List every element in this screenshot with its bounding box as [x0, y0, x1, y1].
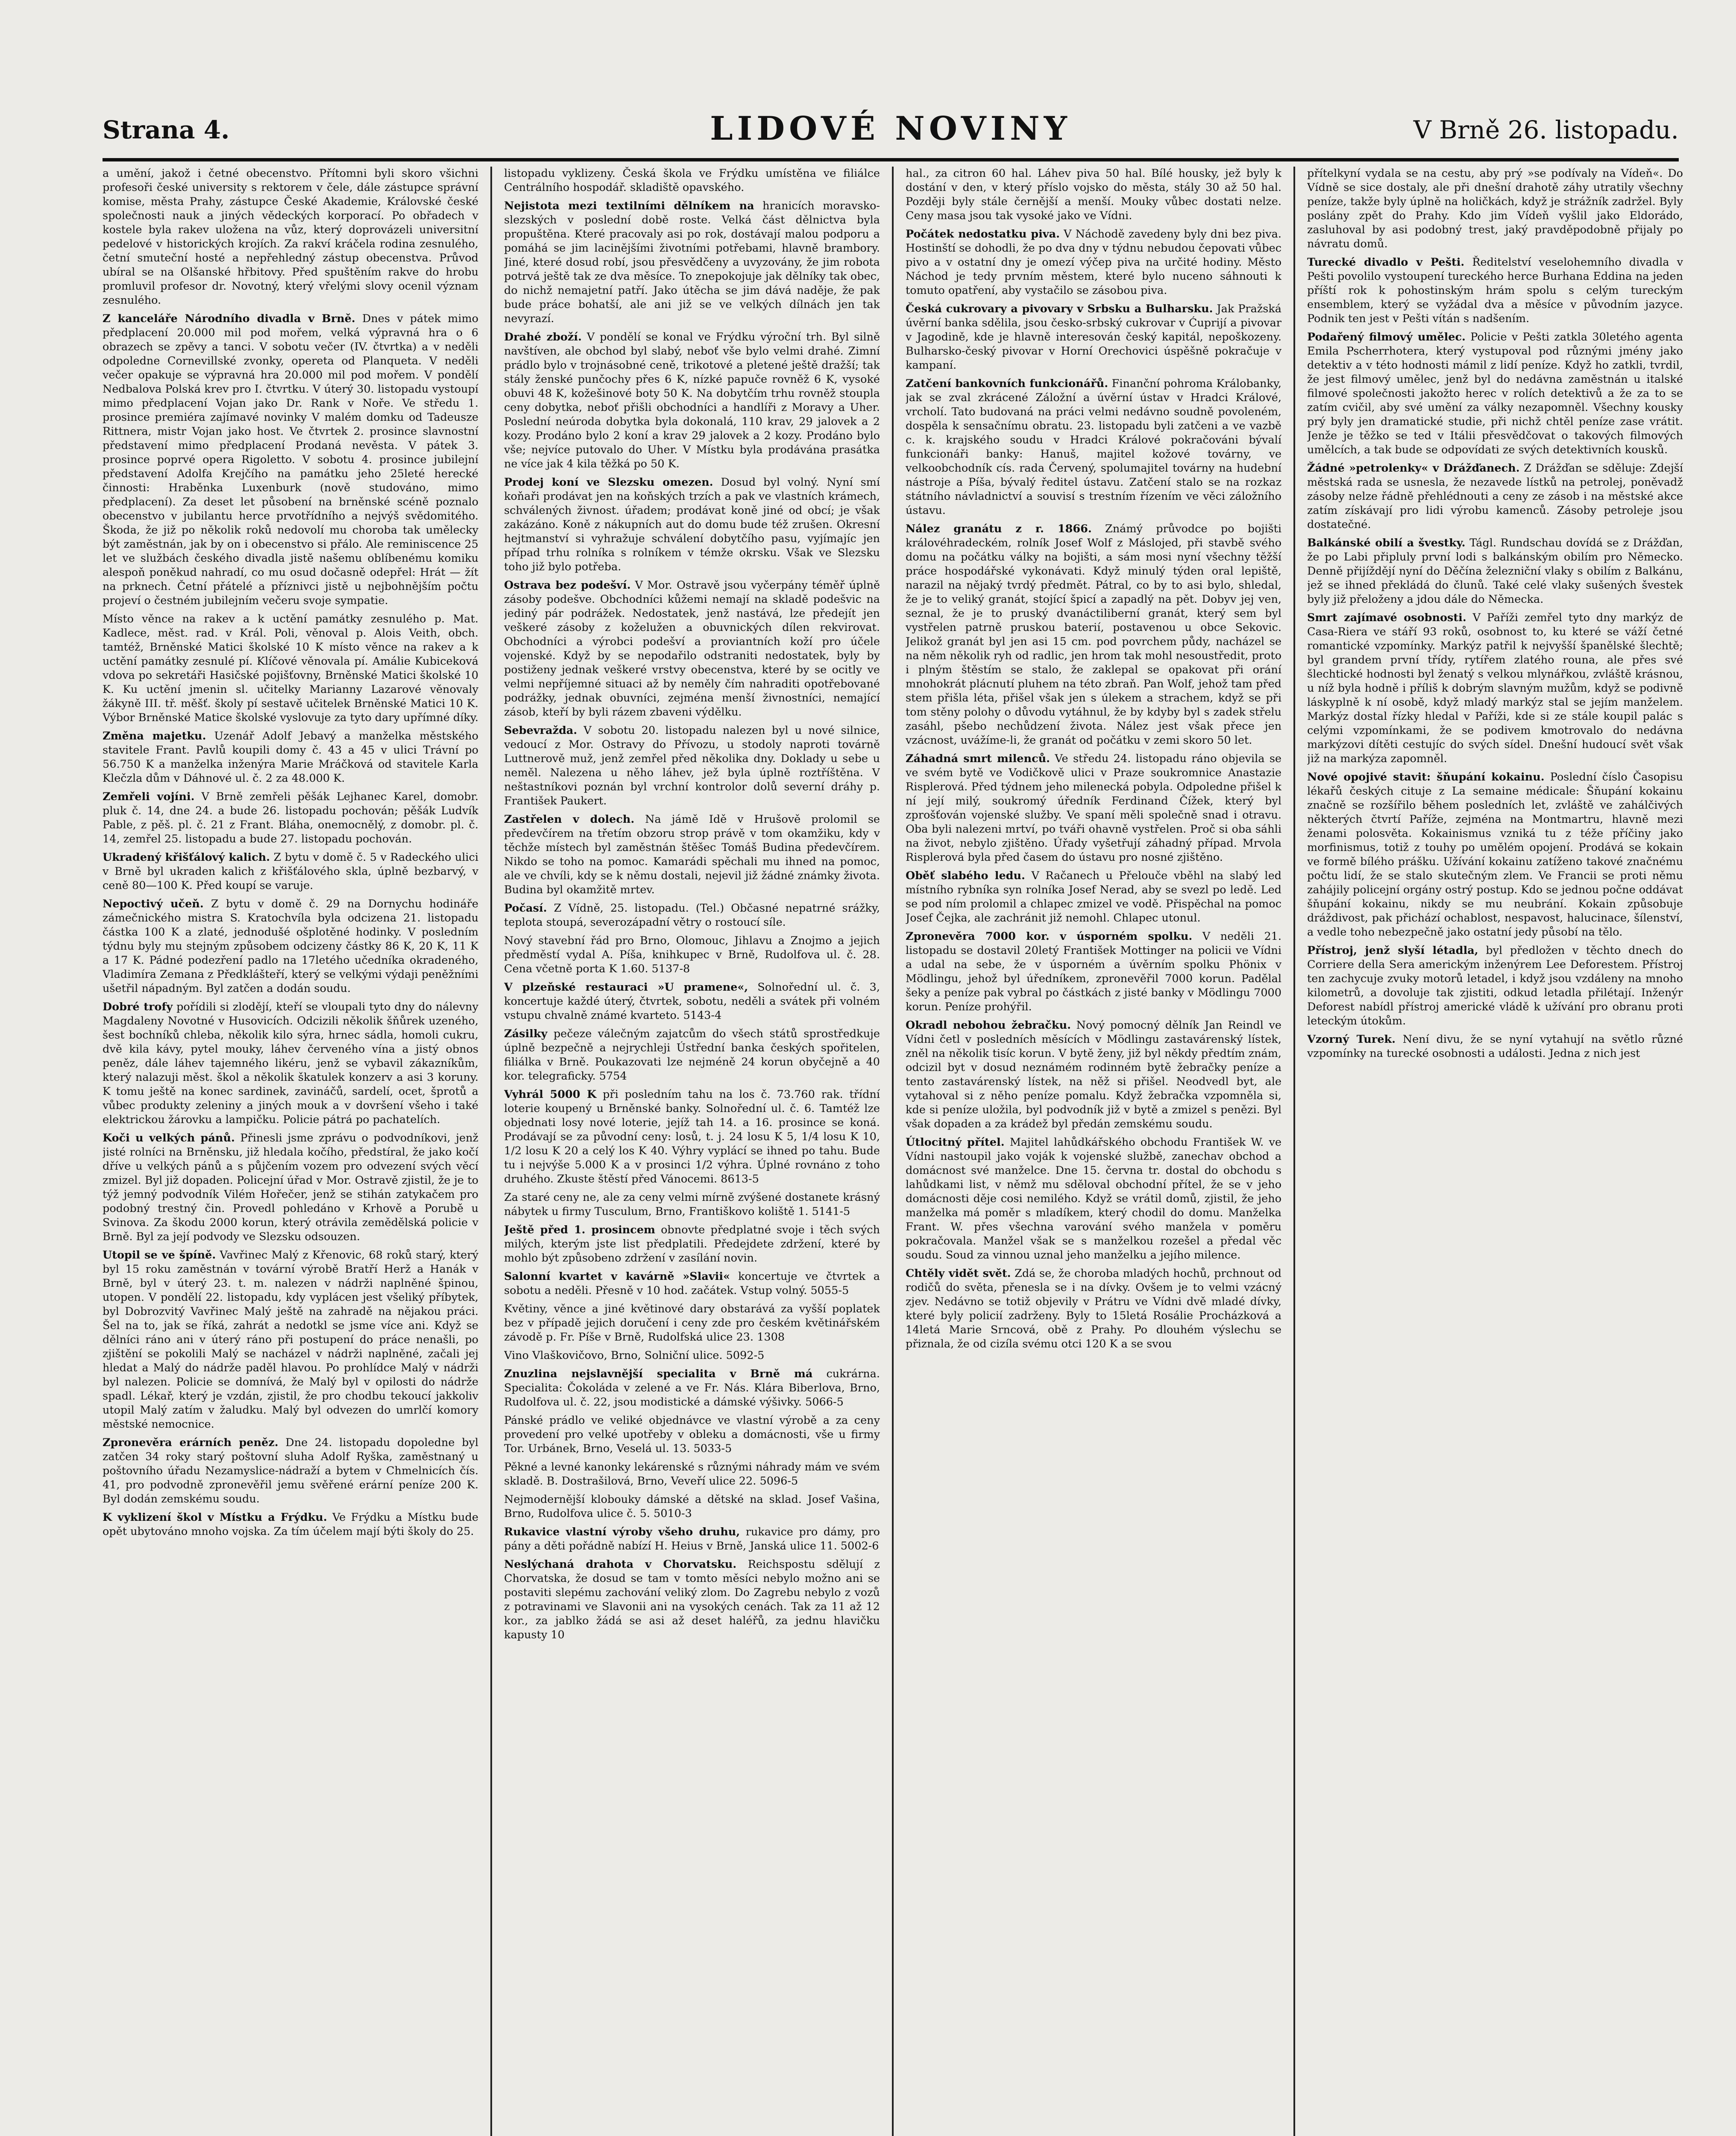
- news-item-body: koncertuje ve čtvrtek a sobotu a neděli. Přesně v 10 hod. začátek. Vstup volný. 5055-5: [504, 1270, 880, 1297]
- news-item-body: Uzenář Adolf Jebavý a manželka městského stavitele Frant. Pavlů koupili domy č. 43 a 45 v ulici Trávní po 56.750 K a manželka inženýra Marie Mráčková od stavitele Karla Klečzla dům v Dáhnové ul. č. 2 za 48.000 K.: [103, 730, 478, 785]
- news-item: [103, 851, 478, 893]
- news-item: [504, 1027, 880, 1083]
- news-item-headline: Znuzlina nejslavnější specialita v Brně má: [504, 1367, 813, 1380]
- news-item-headline: Dobré trofy: [103, 1001, 173, 1013]
- news-item: [504, 813, 880, 897]
- news-item-headline: Žádné »petrolenky« v Drážďanech.: [1307, 462, 1520, 475]
- news-item-headline: Změna majetku.: [103, 730, 206, 742]
- news-item-headline: Počátek nedostatku piva.: [906, 228, 1060, 241]
- news-item: [906, 1018, 1281, 1131]
- news-item: [504, 980, 880, 1023]
- news-item-body: byl předložen v těchto dnech do Corriere della Sera americkým inženýrem Lee Deforestem. Přístroj ten zachycuje zvuky motorů letadel, i když jsou vzdáleny na mnoho kilometrů, a dovoluje tak zjistiti, odkud letadla přilétají. Inženýr Deforest nabídl přístroj americké vládě k užívání pro obranu proti leteckým útokům.: [1307, 944, 1683, 1027]
- news-item-body: Místo věnce na rakev a k uctění památky zesnulého p. Mat. Kadlece, měst. rad. v Král. Poli, věnoval p. Alois Veith, obch. tamtéž, Brněnské Matici školské 10 K místo věnce na rakev a k uctění památky zesnulé pí. Klíčové věnovala pí. Amálie Kubiceková vdova po sekretáři Hasičské pojišťovny, Brněnské Matici školské 10 K. Ku uctění jmenin sl. učitelky Marianny Lazarové věnovaly žákyně III. tř. měšť. školy pí sestavě učitelek Brněnské Matici 10 K. Výbor Brněnské Matice školské vyslovuje za tyto dary upřímné díky.: [103, 613, 478, 724]
- news-item-body: Jak Pražská úvěrní banka sdělila, jsou česko-srbský cukrovar v Ćuprijí a pivovar v Jagodině, kde je hlavně interesován český kapitál, nepoškozeny. Bulharsko-český pivovar v Horní Orechovici úspěšně pokračuje v kampaní.: [906, 302, 1281, 372]
- news-item-body: při posledním tahu na los č. 73.760 rak. třídní loterie koupený u Brněnské banky. Solnořední ul. č. 6. Tamtéž lze objednati losy nové loterie, jejíž tah 14. a 16. prosince se koná. Prodávají se za původní ceny: losů, t. j. 24 losu K 5, 1/4 losu K 10, 1/2 losu K 20 a celý los K 40. Výhry vyplácí se ihned po tahu. Bude tu i nejvýše 5.000 K a v prosinci 1/2 výhra. Úplné rovnáno z toho druhého. Zkuste štěstí před Vánocemi. 8613-5: [504, 1088, 880, 1185]
- news-item: [504, 1223, 880, 1265]
- news-item: [504, 1349, 880, 1363]
- news-item: [906, 302, 1281, 373]
- news-item-body: hranicích moravsko-slezských v poslední době roste. Velká část dělnictva byla propuštěna. Které pracovaly asi po rok, dostávají malou podporu a pomáhá se jim lacinějšími životními potřebami, hlavně brambory. Jiné, které dosud robí, jsou přesvědčeny a uvyzovány, že jim robota potrvá ještě tak ze dva měsíce. To znepokojuje jak dělníky tak obec, do nichž nemajetní patří. Jako útěcha se jim dává naděje, že pak bude práce bohatší, ale ani již se ve velkých dílnách jen tak nevyrazí.: [504, 200, 880, 325]
- news-item: [103, 1248, 478, 1432]
- news-item-headline: Neslýchaná drahota v Chorvatsku.: [504, 1558, 737, 1571]
- column-2: [504, 167, 880, 2136]
- news-item-body: Vavřinec Malý z Křenovic, 68 roků starý, který byl 15 roku zaměstnán v tovární výrobě Bratří Herž a Hanák v Brně, byl v úterý 23. t. m. nalezen v nádrži naplněné špinou, utopen. V pondělí 22. listopadu, kdy vyplácen jest všeliký příbytek, byl Dobrozvitý Vavřinec Malý ještě na zahradě na nějakou práci. Šel na to, jak se říká, zahrát a nedotkl se jsme více ani. Když se dělníci ráno ani v úterý ráno při postupení do práce nenašli, po zjištění se pokolili Malý se nacházel v nádrži naplněné, začali jej hledat a Malý do nádrže paděl hlavou. Po prohlídce Malý v nádrži byl nalezen. Policie se domnívá, že Malý byl v opilosti do nádrže spadl. Lékař, který je vzdán, zjistil, že pro chodbu tekoucí jakkoliv utopil Malý zatím v žaludku. Malý byl odvezen do umrlčí komory městské nemocnice.: [103, 1249, 478, 1431]
- column-3: [906, 167, 1281, 2136]
- news-item-body: Není divu, že se nyní vytahují na světlo různé vzpomínky na turecké osobnosti a události. Jedna z nich jest: [1307, 1033, 1683, 1060]
- news-item: [504, 1270, 880, 1298]
- news-item-headline: K vyklizení škol v Místku a Frýdku.: [103, 1511, 327, 1524]
- column-divider: [490, 167, 492, 2136]
- news-item-body: V pondělí se konal ve Frýdku výroční trh. Byl silně navštíven, ale obchod byl slabý, neboť vše bylo velmi drahé. Zimní prádlo bylo v trojnásobné ceně, trikotové a pletené ještě dražší; tak stály ženské punčochy přes 6 K, nízké papuče rovněž 6 K, vysoké obuvi 48 K, kožešinové boty 50 K. Na dobytčím trhu rovněž stoupla ceny dobytka, neboť přišli obchodníci a handlíři z Moravy a Uher. Poslední neúroda dobytka byla dokonalá, 110 krav, 29 jalovek a 2 kozy. Prodáno bylo 2 koní a krav 29 jalovek a 2 kozy. Prodáno bylo vše; nejvíce putovalo do Uher. V Místku byla prodávána prasátka ne více jak 4 kila těžká po 50 K.: [504, 331, 880, 470]
- news-item-headline: Vyhrál 5000 K: [504, 1088, 597, 1101]
- news-item-headline: Prodej koní ve Slezsku omezen.: [504, 476, 713, 489]
- news-item-headline: Drahé zboží.: [504, 331, 582, 343]
- news-item-body: Dosud byl volný. Nyní smí koňaři prodávat jen na koňských trzích a pak ve vlastních krámech, schválených živnost. úřadem; prodávat koně jiné od obcí; je však zakázáno. Koně z nákupních aut do domu bude též zrušen. Okresní hejtmanství si vyhražuje schválení dobytčího pasu, vyjímajíc jen případ trhu rolníka s rolníkem v témže okrsku. Však ve Slezsku toho již bylo potřeba.: [504, 476, 880, 573]
- news-item: [103, 1436, 478, 1506]
- news-item-body: Za staré ceny ne, ale za ceny velmi mírně zvýšené dostanete krásný nábytek u firmy Tusculum, Brno, Františkovo koliště 1. 5141-5: [504, 1191, 880, 1218]
- column-divider: [1293, 167, 1295, 2136]
- news-item-body: rukavice pro dámy, pro pány a děti pořádně nabízí H. Heius v Brně, Janská ulice 11. 5002-6: [504, 1526, 880, 1552]
- news-item-headline: Útlocitný přítel.: [906, 1136, 1005, 1149]
- news-item-body: Policie v Pešti zatkla 30letého agenta Emila Pscherrhotera, který vystupoval pod různými jmény jako detektiv a v této hodnosti mámil z lidí peníze. Když ho zatkli, tvrdil, že jest filmový umělec, jenž byl do nedávna zaměstnán u italské filmové společnosti jakožto herec v rolích detektivů a že za to se zatím cvičil, aby své umění za války nezapomněl. Všechny kousky prý byly jen dramatické studie, při nichž chtěl peníze zase vrátit. Jenže je těžko se ted v Itálii přesvědčovat o takových filmových umělcích, a tak bude se odpovídati ze svých detektivních kousků.: [1307, 331, 1683, 456]
- news-item-body: V sobotu 20. listopadu nalezen byl u nové silnice, vedoucí z Mor. Ostravy do Přívozu, u stodoly naproti továrně Luttnerově muž, jenž zemřel před několika dny. Doklady u sebe u neměl. Nalezena u něho láhev, jež byla úplně roztříštěna. V neštastníkovi poznán byl vrchní kontrolor dolů severní dráhy p. František Paukert.: [504, 724, 880, 807]
- news-item: [103, 897, 478, 996]
- news-item-body: Solnořední ul. č. 3, koncertuje každé úterý, čtvrtek, sobotu, neděli a svátek při volném vstupu chvalně známé kvarteto. 5143-4: [504, 981, 880, 1022]
- news-item: [504, 901, 880, 930]
- news-item-headline: Nové opojivé stavit: šňupání kokainu.: [1307, 771, 1545, 783]
- news-item: [504, 934, 880, 976]
- news-item: [1307, 461, 1683, 532]
- news-item-body: Ředitelství veselohemního divadla v Pešti povolilo vystoupení tureckého herce Burhana Eddina na jeden příští rok k pohostinským hrám spolu s celým tureckým ensemblem, který se vyžádal dva a měsíce v původním jazyce. Podnik ten jest v Pešti vítán s nadšením.: [1307, 256, 1683, 325]
- news-item-body: Nový pomocný dělník Jan Reindl ve Vídni četl v posledních měsících v Mödlingu zastavárenský lístek, zněl na několik tisíc korun. V bytě ženy, již byl někdy předtím znám, odcizil byt v dosud neznámém rodinném bytě žebračky peníze a tento zastavárenský lístek, na něž si přišel. Neodvedl byt, ale vytahoval si z něho peníze pomalu. Když žebračka vzpomněla si, kde si peníze uložila, byl podvodník již v bytě a zmizel s penězi. Byl však dopaden a za krádež byl předán zemskému soudu.: [906, 1019, 1281, 1130]
- news-item-headline: Oběť slabého ledu.: [906, 869, 1025, 882]
- news-item-headline: Koči u velkých pánů.: [103, 1132, 235, 1144]
- news-item: [504, 1088, 880, 1186]
- news-item-headline: Nález granátu z r. 1866.: [906, 522, 1092, 535]
- news-item: [1307, 536, 1683, 607]
- news-item: [504, 199, 880, 326]
- news-item: [504, 1558, 880, 1642]
- news-item-headline: Sebevražda.: [504, 724, 578, 737]
- header-rule: [103, 158, 1679, 161]
- news-item: [906, 869, 1281, 925]
- news-item: [906, 1267, 1281, 1351]
- news-item: [504, 578, 880, 719]
- news-item-body: hal., za citron 60 hal. Láhev piva 50 hal. Bílé housky, jež byly k dostání v den, v který příslo vojsko do města, stály 30 až 50 hal. Později byly stále černější a menší. Mouky vůbec dostati nelze. Ceny masa jsou tak vysoké jako ve Vídni.: [906, 167, 1281, 222]
- news-item-body: Květiny, věnce a jiné květinové dary obstarává za vyšší poplatek bez v případě jejich doručení i ceny zde pro českém květinářském závodě p. Fr. Píše v Brně, Rudolfská ulice 23. 1308: [504, 1303, 880, 1344]
- news-item-headline: Zpronevěra erárních peněz.: [103, 1436, 279, 1449]
- news-item: [906, 930, 1281, 1014]
- news-item-body: Známý průvodce po bojišti královéhradeckém, rolník Josef Wolf z Máslojed, při stavbě svého domu na počátku války na bojišti, a sám mosi nyní všechny těžší práce hospodářské vykonávati. Když minulý týden oral lepiště, narazil na nějaký tvrdý předmět. Pátral, co by to asi bylo, shledal, že je to veliký granát, stojící špicí a zapadlý na pět. Dobyv jej ven, seznal, že je to pruský dvanáctiliberní granát, který sem byl vystřelen patrně pruskou baterií, postavenou u obce Sekovic. Jelikož granát byl jen asi 15 cm. pod povrchem půdy, nacházel se na něm několik ryh od radlic, jen hrom tak mohl nesoustředit, proto i plným štěstím se stalo, že zaklepal se opakovat při orání mnohokrát plácnutí pluhem na této zbraň. Pan Wolf, jehož tam před stem přišla léta, přišel však jen s úlekem a strachem, když se při tom stěny polohy o důvodu vytáhnul, že by kdyby byl s zadek střelu zasáhl, pšebo nechůdzení života. Nález jest však přece jen vzácnost, uvážíme-li, že granát od počátku v zemi skoro 50 let.: [906, 522, 1281, 747]
- news-item: [504, 1525, 880, 1553]
- news-item: [1307, 611, 1683, 766]
- news-item: [906, 752, 1281, 865]
- news-item-body: Z Drážďan se sděluje: Zdejší městská rada se usnesla, že nezavede lístků na petrolej, poněvadž zásoby nelze řádně přehlédnouti a ceny ze zásob i na městské akce zatím získávají pro lidi výrobu kamenců. Zásoby petroleje jsou dostatečné.: [1307, 462, 1683, 531]
- news-item-body: Dnes v pátek mimo předplacení 20.000 mil pod mořem, velká výpravná hra o 6 obrazech se zpěvy a tanci. V sobotu večer (IV. čtvrtka) a v neděli odpoledne Cornevillské zvonky, opereta od Planqueta. V neděli večer opakuje se výpravná hra 20.000 mil pod mořem. V pondělí Nedbalova Polská krev pro I. čtvrtku. V úterý 30. listopadu vystoupí mimo předplacení Vojan jako Dr. Rank v Noře. Ve středu 1. prosince premiéra zajímavé novinky V malém domku od Tadeusze Rittnera, mistr Vojan jako host. Ve čtvrtek 2. prosince slavnostní představení mimo předplacení Prodaná nevěsta. V pátek 3. prosince poprvé opera Rigoletto. V sobotu 4. prosince jubilejní představení Adolfa Krejčího na památku jeho 25leté herecké činnosti: Hraběnka Luxenburk (nově studováno, mimo předplacení). Za deset let působení na brněnské scéně poznalo obecenstvo v jubilantu herce prvotřídního a nejvýš svědomitého. Škoda, že již po několik roků nedovolí mu choroba tak umělecky být zaměstnán, jak by on i obecenstvo si přálo. Ale reminiscence 25 let ve službách českého divadla jistě našemu oblíbenému komiku alespoň poněkud nahradí, co mu osud dočasně odepřel: Hrát — žít na prknech. Četní přátelé a příznivci jistě u nejbohnějším počtu projeví o čestném jubilejním večeru svoje sympatie.: [103, 312, 478, 607]
- news-item: [504, 1414, 880, 1456]
- news-item: [103, 612, 478, 725]
- news-item-body: Tágl. Rundschau dovídá se z Drážďan, že po Labi připluly první lodi s balkánským obilím pro Německo. Denně přijíždějí nyní do Děčína železniční vlaky s obilím z Balkánu, jež se ihned překládá do člunů. Také celé vlaky sušených švestek byly již přeloženy a jdou dále do Německa.: [1307, 537, 1683, 606]
- news-item-headline: Česká cukrovary a pivovary v Srbsku a Bulharsku.: [906, 302, 1213, 315]
- news-item-body: V Brně zemřeli pěšák Lejhanec Karel, domobr. pluk č. 14, dne 24. a bude 26. listopadu pochován; pěšák Ludvík Pable, z pěš. pl. č. 21 z Frant. Bláha, onemocnělý, z domobr. pl. č. 14, zemřel 25. listopadu a bude 27. listopadu pochován.: [103, 790, 478, 845]
- news-item: [504, 1493, 880, 1521]
- news-item-headline: Zatčení bankovních funkcionářů.: [906, 377, 1108, 390]
- news-item-body: pořídili si zlodějí, kteří se vloupali tyto dny do nálevny Magdaleny Novotné v Husovicích. Odcizili několik šňůrek uzeného, šest bochníků chleba, několik kilo sýra, hrnec sádla, homoli cukru, dvě kila kávy, pytel mouky, láhev červeného vína a jistý obnos peněz, dále láhev tajemného likéru, jenž se vybavil zákazníkům, který nalazuji měst. škol a několik škatulek konzerv a asi 3 koruny. K tomu ještě na konec sardinek, zavináčů, sardelí, ocet, šprotů a vůbec produkty zeleniny a jiných mouk a v dovršení všeho i také elektrickou žárovku a lampičku. Policie pátrá po pachatelích.: [103, 1001, 478, 1126]
- news-item-body: Vino Vlaškovičovo, Brno, Solniční ulice. 5092-5: [504, 1349, 765, 1362]
- news-item-body: pečeze válečným zajatcům do všech států sprostředkuje úplně bezpečně a nejrychleji Ústřední banka českých spořitelen, filiálka v Brně. Poukazovati lze nejméně 24 korun obyčejně a 40 kor. telegraficky. 5754: [504, 1027, 880, 1083]
- news-item: [103, 790, 478, 846]
- news-item-headline: Nejistota mezi textilními dělníkem na: [504, 200, 754, 212]
- news-item-body: Dne 24. listopadu dopoledne byl zatčen 34 roky starý poštovní sluha Adolf Ryška, zaměstnaný u poštovního úřadu Nezamyslice-nádraží a bytem v Chmelnicích čís. 41, pro podvodně zpronevěřil jemu svěřené erární peníze 200 K. Byl dodán zemskému soudu.: [103, 1436, 478, 1505]
- dateline: V Brně 26. listopadu.: [1413, 115, 1679, 144]
- news-item-body: Z bytu v domě č. 5 v Radeckého ulici v Brně byl ukraden kalich z křišťálového skla, úplně bezbarvý, v ceně 80—100 K. Před koupí se varuje.: [103, 851, 478, 892]
- news-item-headline: Přístroj, jenž slyší létadla,: [1307, 944, 1478, 957]
- news-item: [103, 1511, 478, 1539]
- newspaper-title: LIDOVÉ NOVINY: [710, 109, 1071, 147]
- column-divider: [892, 167, 894, 2136]
- news-item-headline: Zemřeli vojíni.: [103, 790, 195, 803]
- column-4: [1307, 167, 1683, 2136]
- news-item-body: Ve Frýdku a Místku bude opět ubytováno mnoho vojska. Za tím účelem mají býti školy do 25.: [103, 1511, 478, 1538]
- news-item-body: Z bytu v domě č. 29 na Dornychu hodináře zámečnického mistra S. Kratochvíla byla odcizena 21. listopadu částka 100 K a zlaté, jednodušé ošplotěné hodinky. V posledním týdnu byly mu stejným způsobem odcizeny částky 86 K, 20 K, 11 K a 17 K. Pádné podezření padlo na 17letého učedníka okradeného, Vladimíra Zemana z Předklášteří, který se velkými výdaji peněžními ušetřil nápadným. Byl zatčen a dodán soudu.: [103, 898, 478, 995]
- news-item-headline: Zastřelen v dolech.: [504, 813, 635, 826]
- column-1: [103, 167, 478, 2136]
- news-item-headline: Rukavice vlastní výroby všeho druhu,: [504, 1526, 740, 1538]
- news-item: [504, 167, 880, 195]
- news-item-body: cukrárna. Specialita: Čokoláda v zelené a ve Fr. Nás. Klára Biberlova, Brno, Rudolfova ul. č. 22, jsou modistické a dámské výšivky. 5066-5: [504, 1367, 880, 1408]
- news-item-headline: Ukradený křišťálový kalich.: [103, 851, 270, 864]
- news-item: [906, 1135, 1281, 1262]
- page-header: [103, 107, 1679, 158]
- news-item: [906, 377, 1281, 518]
- news-item: [504, 1460, 880, 1488]
- news-item-body: listopadu vyklizeny. Česká škola ve Frýdku umístěna ve filiálce Centrálního hospodář. skladiště opavského.: [504, 167, 880, 194]
- news-item-headline: Záhadná smrt milenců.: [906, 752, 1050, 765]
- news-item-body: Reichspostu sdělují z Chorvatska, že dosud se tam v tomto měsíci nebylo možno ani se postaviti slepému zachování veliký zlom. Do Zagrebu nebylo z vozů z potravinami ve Slavonii ani na vysokých cenách. Tak za 11 až 12 kor., za jablko žádá se asi až deset haléřů, za jednu hlavičku kapusty 10: [504, 1558, 880, 1641]
- news-item: [504, 724, 880, 808]
- news-item-headline: Vzorný Turek.: [1307, 1033, 1396, 1046]
- news-item-headline: Ostrava bez podešví.: [504, 579, 631, 592]
- news-item-body: Majitel lahůdkářského obchodu František W. ve Vídni nastoupil jako voják k vojenské službě, zanechav obchod a domácnost své manželce. Dne 15. června tr. dostal do obchodu s lahůdkami list, v němž mu sděloval obchodní přítel, že se v jeho domácnosti děje cosi nemilého. Když se vrátil domů, zjistil, že jeho manželka má poměr s mladíkem, který chodil do domu. Manželka Frant. W. přes všechna varování svého manžela v poměru pokračovala. Manžel však se s manželkou rozešel a předal věc soudu. Soud za vinnou uznal jeho manželku a jejího milence.: [906, 1136, 1281, 1262]
- news-item-headline: Smrt zajímavé osobnosti.: [1307, 611, 1466, 624]
- news-item-body: V Náchodě zavedeny byly dni bez piva. Hostinští se dohodli, že po dva dny v týdnu nebudou čepovati vůbec pivo a v ostatní dny je omezí výčep piva na určité hodiny. Město Náchod je tedy prvním městem, které bylo nuceno sáhnouti k tomuto opatření, aby vystačilo se zásobou piva.: [906, 228, 1281, 297]
- news-item-body: Přinesli jsme zprávu o podvodníkovi, jenž jisté rolníci na Brněnsku, již hledala kočího, předstíral, že jako kočí dříve u velkých pánů a s půjčením vozem pro odvezení svých věcí zmizel. Byl již dopaden. Policejní úřad v Mor. Ostravě zjistil, že je to týž jemný podvodník Vilém Hořečer, jenž se stihán zatykačem pro podobný trestný čin. Provedl pohledáno v Krhově a Porubě u Svinova. Za škodu 2000 korun, který otrávila zemědělská policie v Brně. Byl za její podvody ve Slezsku odsouzen.: [103, 1132, 478, 1243]
- news-item-headline: Salonní kvartet v kavárně »Slavii«: [504, 1270, 730, 1283]
- news-item-body: přítelkyní vydala se na cestu, aby prý »se podívaly na Vídeň«. Do Vídně se sice dostaly, ale při dnešní drahotě záhy utratily všechny peníze, takže byly úplně na holičkách, když je strážník zadržel. Byly poslány zpět do Prahy. Kdo jim Vídeň vyšlil jako Eldorádo, zasluhoval by asi podobný trest, jaký pravděpodobně přijaly po návratu domů.: [1307, 167, 1683, 250]
- news-item: [1307, 255, 1683, 326]
- news-item: [103, 1000, 478, 1127]
- news-item-body: Nový stavební řád pro Brno, Olomouc, Jihlavu a Znojmo a jejich předměstí vydal A. Píša, knihkupec v Brně, Rudolfova ul. č. 28. Cena včetně porta K 1.60. 5137-8: [504, 934, 880, 975]
- news-item: [504, 1191, 880, 1219]
- news-item: [1307, 167, 1683, 251]
- article-columns: [103, 167, 1683, 2136]
- news-item-headline: Počasí.: [504, 902, 547, 915]
- news-item: [103, 167, 478, 308]
- news-item-headline: Balkánské obilí a švestky.: [1307, 537, 1466, 549]
- news-item-body: V neděli 21. listopadu se dostavil 20letý František Mottinger na policii ve Vídni a udal na sebe, že v úsporném a úvěrním spolku Phönix v Mödlingu, jehož byl úředníkem, zpronevěřil 7000 korun. Padělal šeky a peníze pak vybral po částkách z jisté banky v Mödlingu 7000 korun. Peníze prohýřil.: [906, 930, 1281, 1013]
- page-number: Strana 4.: [103, 115, 230, 144]
- news-item-body: Pánské prádlo ve veliké objednávce ve vlastní výrobě a za ceny provedení pro velké upotřeby v obleku a domácnosti, vše u firmy Tor. Urbánek, Brno, Veselá ul. 13. 5033-5: [504, 1414, 880, 1455]
- news-item: [103, 312, 478, 608]
- news-item: [1307, 330, 1683, 457]
- news-item: [504, 1302, 880, 1344]
- news-item-headline: Zásilky: [504, 1027, 548, 1040]
- news-item-body: V Račanech u Přelouče vběhl na slabý led místního rybníka syn rolníka Josef Nerad, aby se svezl po ledě. Led se pod ním prolomil a chlapec zmizel ve vodě. Přispěchal na pomoc Josef Čejka, ale zachránit již nemohl. Chlapec utonul.: [906, 869, 1281, 924]
- news-item: [906, 227, 1281, 298]
- news-item-body: Finanční pohroma Králobanky, jak se zval zkrácené Záložní a úvěrní ústav v Hradci Králové, vrcholí. Tato budovaná na práci velmi nedávno soudně povoleném, dospěla k sensačnímu obratu. 23. listopadu byli zatčeni a ve vazbě c. k. krajského soudu v Hradci Králové pokračováni bývalí funkcionáři banky: Hanuš, majitel kožové továrny, ve velkoobchodník cís. rada Červený, spolumajitel továrny na hudební nástroje a Píša, bývalý ředitel ústavu. Zatčení stalo se na rozkaz státního návladnictví a souvisí s trestním řízením ve věci záložního ústavu.: [906, 377, 1281, 517]
- news-item: [1307, 1033, 1683, 1061]
- news-item-body: Pěkné a levné kanonky lekárenské s různými náhrady mám ve svém skladě. B. Dostrašilová, Brno, Veveří ulice 22. 5096-5: [504, 1461, 880, 1488]
- news-item-headline: Okradl nebohou žebračku.: [906, 1019, 1071, 1032]
- news-item: [103, 729, 478, 786]
- news-item-body: Z Vídně, 25. listopadu. (Tel.) Občasné nepatrné srážky, teplota stoupá, severozápadní větry o rostoucí síle.: [504, 902, 880, 929]
- news-item-headline: Chtěly vidět svět.: [906, 1267, 1011, 1280]
- news-item-body: a umění, jakož i četné obecenstvo. Přítomni byli skoro všichni profesoři české university s rektorem v čele, dále zástupce správní komise, města Prahy, zástupce České Akademie, Královské české společnosti nauk a jiných vědeckých korporací. Po obřadech v kostele byla rakev uložena na vůz, který doprovázeli universitní pedelové v historických krojích. Za rakví kráčela rodina zesnulého, četní smuteční hosté a nepřehledný zástup obecenstva. Průvod ubíral se na Olšanské hřbitovy. Před spuštěním rakve do hrobu promluvil profesor dr. Novotný, který vřelými slovy ocenil význam zesnulého.: [103, 167, 478, 307]
- news-item-headline: Z kanceláře Národního divadla v Brně.: [103, 312, 355, 325]
- news-item-headline: Zpronevěra 7000 kor. v úsporném spolku.: [906, 930, 1193, 943]
- news-item-headline: Podařený filmový umělec.: [1307, 331, 1466, 343]
- news-item-body: Nejmodernější klobouky dámské a dětské na sklad. Josef Vašina, Brno, Rudolfova ulice č. 5. 5010-3: [504, 1493, 880, 1520]
- news-item: [504, 330, 880, 471]
- news-item-headline: Utopil se ve špíně.: [103, 1249, 216, 1262]
- news-item-body: V Mor. Ostravě jsou vyčerpány téměř úplně zásoby podešve. Obchodníci kůžemi nemají na skladě podešvic na jediný pár podrážek. Nedostatek, jenž nastává, lze předejít jen veškeré zásoby z koželužen a obuvnických dílen rekvirovat. Obchodníci a výrobci podešví a proviantních koží pro účele vojenské. Když by se nepodařilo odstraniti nedostatek, byly by postiženy jednak veškeré vrstvy obecenstva, které by se ocitly ve velmi nepříjemné situaci až by neměly čím nahraditi opotřebované podrážky, jednak obuvníci, zejména menší živnostníci, nemající zásob, kteří by byli rázem zbaveni výdělku.: [504, 579, 880, 719]
- news-item-body: Ve středu 24. listopadu ráno objevila se ve svém bytě ve Vodičkově ulici v Praze soukromnice Anastazie Risplerová. Před týdnem jeho milenecká pobyla. Odpoledne přišel k ní její milý, soukromý úředník Ferdinand Čížek, který byl zprošťován vojenské služby. Ve spaní měli společně snad i otravu. Oba byli nalezeni mrtví, po tváři ohavně vystřelen. Proč si oba sáhli na život, nebylo zjištěno. Úřady vyšetřují záhadný případ. Mrvola Risplerová byla před časem do ústavu pro nosné zjištěno.: [906, 752, 1281, 864]
- news-item-body: V Paříži zemřel tyto dny markýz de Casa-Riera ve stáří 93 roků, osobnost to, ku které se váží četné romantické vzpomínky. Markýz patřil k nejvyšší španělské šlechtě; byl grandem první třídy, rytířem zlatého rouna, ale přes své šlechtické hodnosti byl ženatý s velkou mlynářkou, zvláště krásnou, u níž byla hodně i příliš k dobrým slavným mužům, když se podivně láskyplně k ní osobě, když mladý markýz stal se jejím manželem. Markýz dostal řízky hledal v Paříži, kde si ze stále koupil palác s celými vzpomínkami, že se podivem kmotrovalo do nedávna markýzovi dítěti cestujíc do svých sídel. Dnešní hudoucí svět však již na markýza zapomněl.: [1307, 611, 1683, 765]
- news-item-body: Na jámě Idě v Hrušově prolomil se předevčírem na třetím obzoru strop právě v tom okamžiku, kdy v těchže místech byl zaměstnán štěšec Tomáš Budina předevčírem. Nikdo se toho na pomoc. Kamarádi spěchali mu ihned na pomoc, ale ve chvíli, kdy se k němu dostali, nejevil již žádné známky života. Budina byl okamžitě mrtev.: [504, 813, 880, 896]
- news-item-headline: Ještě před 1. prosincem: [504, 1224, 655, 1236]
- news-item-body: Zdá se, že choroba mladých hochů, prchnout od rodičů do světa, přenesla se i na dívky. Ovšem je to velmi vzácný zjev. Nedávno se totiž objevily v Prátru ve Vídni dvě mladé dívky, které byly policií zadrženy. Byly to 15letá Rosálie Procházková a 14letá Marie Srncová, obě z Prahy. Po dlouhém výslechu se přiznala, že od cizíla svému otci 120 K a se svou: [906, 1267, 1281, 1350]
- news-item-headline: Turecké divadlo v Pešti.: [1307, 256, 1465, 269]
- news-item: [504, 475, 880, 574]
- news-item-body: obnovte předplatné svoje i těch svých milých, kterým jste list předplatili. Předejdete zdržení, které by mohlo být způsobeno zdržení v zasílání novin.: [504, 1224, 880, 1265]
- news-item-headline: V plzeňské restauraci »U pramene«,: [504, 981, 748, 994]
- news-item-body: Poslední číslo Časopisu lékařů českých cituje z La semaine médicale: Šňupání kokainu značně se rozšířilo během posledních let, zvláště ve zahálčivých některých čtvrtí Paříže, zejména na Montmartru, hlavně mezi ženami polosvěta. Kokainismus vzniká tu z téže příčiny jako morfinismus, totiž z touhy po umělém opojení. Prodává se kokain ve formě bílého prášku. Užívání kokainu zatíženo takové značnému počtu lidí, že se stalo skutečným zlem. Ve Francii se proti němu zahájily policejní orgány ostrý postup. Kdo se jednou počne oddávat šňupání kokainu, nikdy se mu neubrání. Kokain způsobuje dráždivost, pak přichází ochablost, nespavost, halucinace, šílenství, a vedle toho nebezpečně jako ostatní jedy působí na tělo.: [1307, 771, 1683, 939]
- news-item: [1307, 770, 1683, 939]
- news-item: [906, 522, 1281, 748]
- news-item: [504, 1367, 880, 1409]
- news-item: [103, 1131, 478, 1244]
- news-item-headline: Nepoctivý učeň.: [103, 898, 204, 910]
- news-item: [906, 167, 1281, 223]
- news-item: [1307, 944, 1683, 1028]
